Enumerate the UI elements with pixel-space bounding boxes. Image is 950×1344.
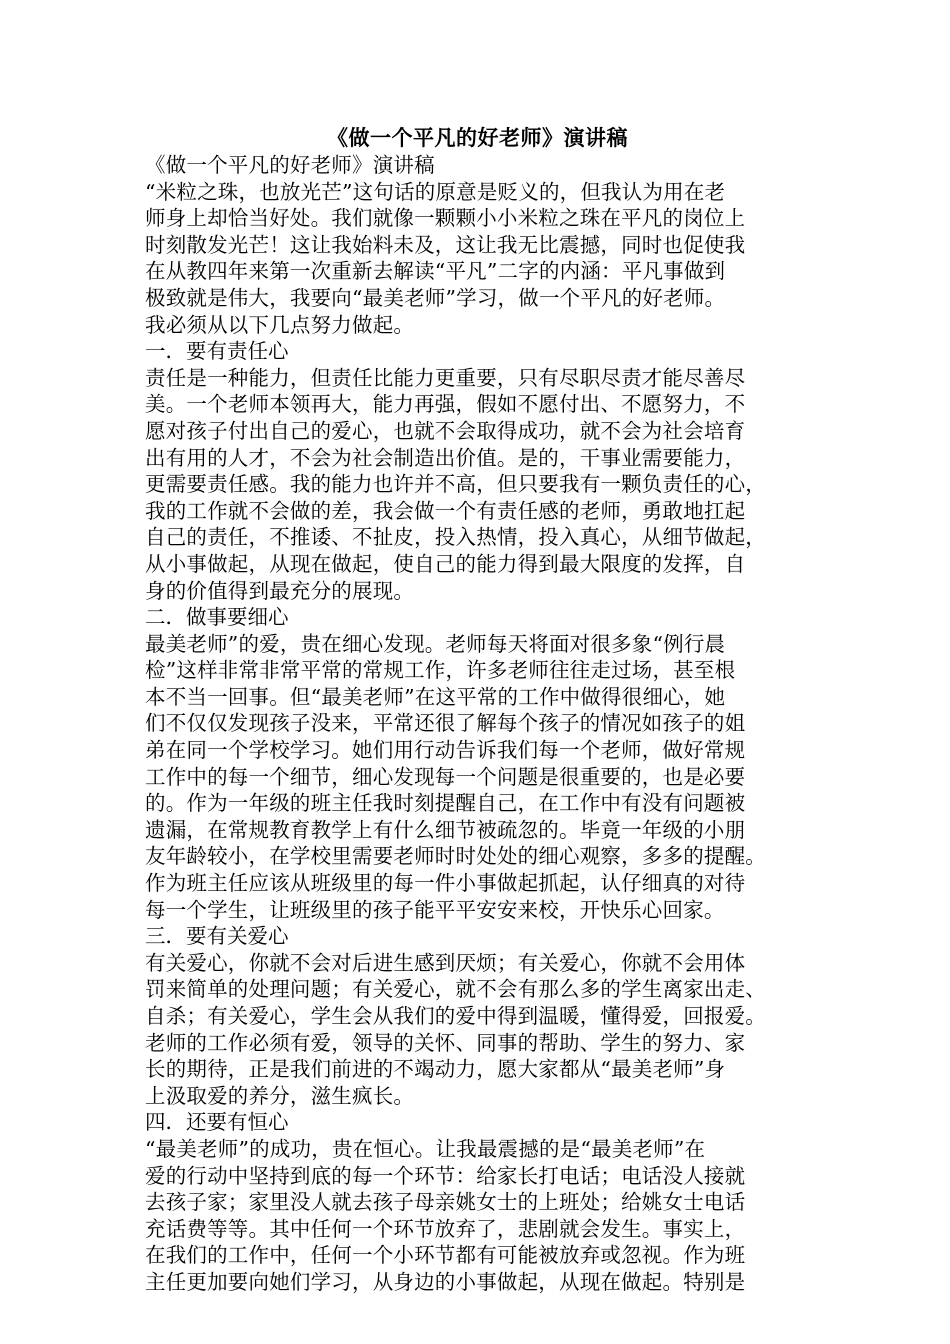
body-line: 充话费等等。其中任何一个环节放弃了，悲剧就会发生。事实上， bbox=[145, 1216, 746, 1241]
body-line: 我必须从以下几点努力做起。 bbox=[145, 312, 415, 337]
document-title: 《做一个平凡的好老师》演讲稿 bbox=[327, 125, 628, 150]
body-line: 去孩子家；家里没人就去孩子母亲姚女士的上班处；给姚女士电话 bbox=[145, 1190, 746, 1215]
body-line: 身的价值得到最充分的展现。 bbox=[145, 578, 415, 603]
section-heading: 一．要有责任心 bbox=[145, 339, 289, 364]
body-line: 师身上却恰当好处。我们就像一颗颗小小米粒之珠在平凡的岗位上 bbox=[145, 206, 746, 231]
body-line: 老师的工作必须有爱，领导的关怀、同事的帮助、学生的努力、家 bbox=[145, 1030, 746, 1055]
body-line: 爱的行动中坚持到底的每一个环节：给家长打电话；电话没人接就 bbox=[145, 1163, 746, 1188]
body-line: “最美老师”的成功，贵在恒心。让我最震撼的是“最美老师”在 bbox=[145, 1136, 706, 1161]
body-line: 检”这样非常非常平常的常规工作，许多老师往往走过场，甚至根 bbox=[145, 658, 736, 683]
body-line: 自杀；有关爱心，学生会从我们的爱中得到温暖，懂得爱，回报爱。 bbox=[145, 1004, 766, 1028]
body-line: 长的期待，正是我们前进的不竭动力，愿大家都从“最美老师”身 bbox=[145, 1057, 726, 1082]
body-line: 每一个学生，让班级里的孩子能平平安安来校，开快乐心回家。 bbox=[145, 897, 725, 922]
body-line: 极致就是伟大，我要向“最美老师”学习，做一个平凡的好老师。 bbox=[145, 285, 726, 310]
body-line: 主任更加要向她们学习，从身边的小事做起，从现在做起。特别是 bbox=[145, 1269, 746, 1294]
document-body bbox=[145, 152, 810, 1296]
body-line: 《做一个平凡的好老师》演讲稿 bbox=[145, 153, 435, 177]
body-line: 自己的责任，不推诿、不扯皮，投入热情，投入真心，从细节做起， bbox=[145, 525, 766, 550]
body-line: “米粒之珠，也放光芒”这句话的原意是贬义的，但我认为用在老 bbox=[145, 179, 726, 204]
body-line: 们不仅仅发现孩子没来，平常还很了解每个孩子的情况如孩子的姐 bbox=[145, 711, 746, 736]
document-page bbox=[145, 124, 810, 1296]
body-line: 遗漏，在常规教育教学上有什么细节被疏忽的。毕竟一年级的小朋 bbox=[145, 817, 746, 842]
body-line: 最美老师”的爱，贵在细心发现。老师每天将面对很多象“例行晨 bbox=[145, 631, 726, 656]
body-line: 我的工作就不会做的差，我会做一个有责任感的老师，勇敢地扛起 bbox=[145, 498, 746, 523]
body-line: 弟在同一个学校学习。她们用行动告诉我们每一个老师，做好常规 bbox=[145, 738, 746, 763]
body-line: 更需要责任感。我的能力也许并不高，但只要我有一颗负责任的心， bbox=[145, 472, 766, 497]
body-line: 上汲取爱的养分，滋生疯长。 bbox=[145, 1083, 415, 1108]
body-line: 时刻散发光芒！这让我始料未及，这让我无比震撼，同时也促使我 bbox=[145, 232, 746, 257]
body-line: 作为班主任应该从班级里的每一件小事做起抓起，认仔细真的对待 bbox=[145, 871, 746, 896]
section-heading: 四．还要有恒心 bbox=[145, 1110, 289, 1135]
section-heading: 三．要有关爱心 bbox=[145, 924, 289, 949]
body-line: 愿对孩子付出自己的爱心，也就不会取得成功，就不会为社会培育 bbox=[145, 418, 746, 443]
body-line: 责任是一种能力，但责任比能力更重要，只有尽职尽责才能尽善尽 bbox=[145, 365, 746, 390]
body-line: 罚来简单的处理问题；有关爱心，就不会有那么多的学生离家出走、 bbox=[145, 977, 766, 1002]
body-line: 美。一个老师本领再大，能力再强，假如不愿付出、不愿努力，不 bbox=[145, 392, 746, 417]
body-line: 出有用的人才，不会为社会制造出价值。是的，干事业需要能力， bbox=[145, 445, 746, 470]
body-line: 在从教四年来第一次重新去解读“平凡”二字的内涵：平凡事做到 bbox=[145, 259, 726, 284]
body-line: 工作中的每一个细节，细心发现每一个问题是很重要的，也是必要 bbox=[145, 764, 746, 789]
body-line: 友年龄较小，在学校里需要老师时时处处的细心观察，多多的提醒。 bbox=[145, 844, 766, 869]
body-line: 有关爱心，你就不会对后进生感到厌烦；有关爱心，你就不会用体 bbox=[145, 950, 746, 975]
body-line: 的。作为一年级的班主任我时刻提醒自己，在工作中有没有问题被 bbox=[145, 791, 746, 816]
body-line: 本不当一回事。但“最美老师”在这平常的工作中做得很细心，她 bbox=[145, 684, 726, 709]
body-line: 从小事做起，从现在做起，使自己的能力得到最大限度的发挥，自 bbox=[145, 551, 746, 576]
body-line: 在我们的工作中，任何一个小环节都有可能被放弃或忽视。作为班 bbox=[145, 1243, 746, 1268]
section-heading: 二．做事要细心 bbox=[145, 605, 289, 630]
